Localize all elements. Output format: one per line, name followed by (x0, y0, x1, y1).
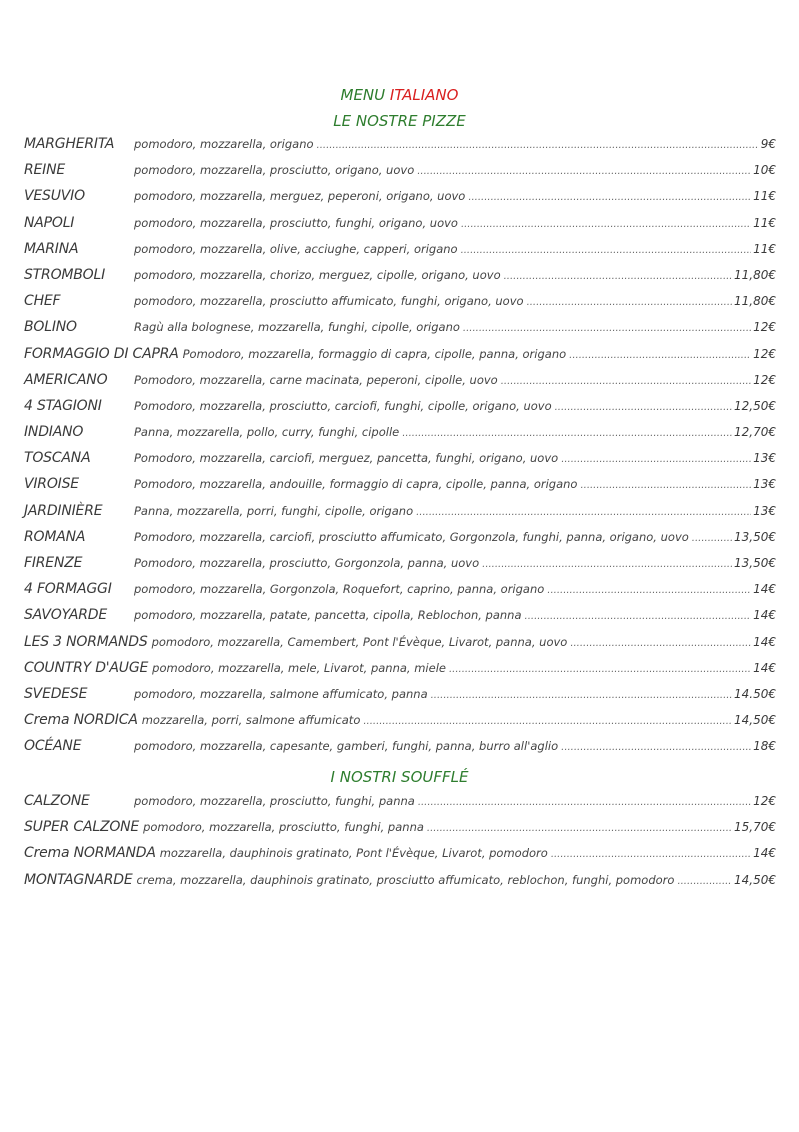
menu-item (24, 319, 776, 345)
souffle-section-title: I NOSTRI SOUFFLÉ (330, 768, 469, 786)
menu-item-description: Pomodoro, mozzarella, formaggio di capra, cipolle, panna, origano (182, 346, 567, 361)
dot-leader (555, 402, 732, 413)
menu-item-name: LES 3 NORMANDS (24, 633, 148, 650)
menu-item-description: mozzarella, porri, salmone affumicato (141, 713, 361, 728)
dot-leader (501, 376, 751, 387)
dot-leader (461, 245, 752, 256)
menu-item-price: 10€ (753, 163, 776, 178)
menu-item-description: pomodoro, mozzarella, prosciutto, funghi, panna (143, 820, 424, 835)
menu-item-price: 14€ (753, 582, 776, 597)
dot-leader (427, 823, 732, 834)
menu-item (24, 424, 776, 450)
menu-item-description: Panna, mozzarella, porri, funghi, cipolle, origano (134, 503, 414, 518)
menu-item-description: crema, mozzarella, dauphinois gratinato, prosciutto affumicato, reblochon, funghi, pomodoro (136, 872, 675, 887)
dot-leader (317, 140, 759, 151)
menu-item (24, 712, 776, 738)
menu-item-name: BOLINO (24, 319, 77, 336)
menu-item-description: Ragù alla bolognese, mozzarella, funghi, cipolle, origano (134, 320, 460, 335)
menu-item-description: pomodoro, mozzarella, mele, Livarot, panna, miele (152, 660, 446, 675)
pizze-list (24, 136, 776, 765)
menu-item-price: 13,50€ (734, 556, 776, 570)
menu-item-name: MONTAGNARDE (24, 871, 133, 888)
pizze-section-title: LE NOSTRE PIZZE (333, 112, 466, 130)
menu-item-description: pomodoro, mozzarella, merguez, peperoni, origano, uovo (134, 189, 466, 204)
menu-item-description: Pomodoro, mozzarella, carciofi, prosciutto affumicato, Gorgonzola, funghi, panna, origano, uovo (134, 529, 689, 544)
menu-item-price: 13€ (753, 451, 776, 466)
menu-item (24, 660, 776, 686)
menu-item-description: pomodoro, mozzarella, chorizo, merguez, cipolle, origano, uovo (134, 267, 501, 282)
menu-item-price: 13€ (753, 503, 776, 518)
menu-item-description: pomodoro, mozzarella, olive, acciughe, capperi, origano (134, 241, 458, 256)
menu-item-name: VESUVIO (24, 188, 85, 205)
menu-item (24, 293, 776, 319)
dot-leader (363, 716, 732, 727)
menu-item-name: Crema NORDICA (24, 712, 138, 729)
menu-item-description: pomodoro, mozzarella, prosciutto, funghi, origano, uovo (134, 215, 458, 230)
menu-item-name: CALZONE (24, 793, 90, 809)
dot-leader (402, 428, 732, 439)
menu-item (24, 607, 776, 633)
menu-item (24, 793, 776, 819)
menu-item-description: pomodoro, mozzarella, prosciutto, funghi, panna (134, 794, 415, 808)
souffle-list (24, 793, 776, 898)
menu-item-name: OCÉANE (24, 738, 82, 755)
menu-item (24, 634, 776, 660)
menu-item-price: 18€ (753, 739, 776, 754)
dot-leader (527, 297, 732, 308)
dot-leader (416, 507, 751, 518)
menu-item-description: pomodoro, mozzarella, Gorgonzola, Roquefort, caprino, panna, origano (134, 582, 545, 597)
dot-leader (580, 480, 751, 491)
dot-leader (551, 849, 751, 860)
menu-item-name: MARINA (24, 240, 79, 257)
menu-item-name: VIROISE (24, 476, 79, 493)
dot-leader (561, 742, 751, 753)
menu-item-name: MARGHERITA (24, 136, 115, 152)
menu-item (24, 450, 776, 476)
menu-item-name: JARDINIÈRE (24, 502, 103, 519)
menu-item-price: 11€ (753, 241, 776, 256)
menu-item-price: 11€ (753, 215, 776, 230)
menu-item-price: 14€ (753, 846, 776, 861)
menu-item-name: TOSCANA (24, 450, 91, 467)
menu-item (24, 581, 776, 607)
menu-item-price: 12€ (753, 320, 776, 335)
menu-title-word1: MENU (340, 86, 386, 104)
menu-item (24, 555, 776, 581)
menu-item (24, 346, 776, 372)
menu-item-name: Crema NORMANDA (24, 845, 156, 862)
menu-item-price: 12€ (753, 794, 776, 808)
menu-item-name: CHEF (24, 293, 61, 310)
menu-item-name: INDIANO (24, 424, 84, 441)
menu-item (24, 872, 776, 898)
menu-item-name: STROMBOLI (24, 266, 106, 283)
menu-item (24, 738, 776, 764)
menu-item-name: ROMANA (24, 528, 86, 545)
menu-item (24, 162, 776, 188)
dot-leader (417, 166, 751, 177)
menu-item (24, 819, 776, 845)
menu-item-name: FIRENZE (24, 555, 83, 571)
menu-item-description: mozzarella, dauphinois gratinato, Pont l'Évèque, Livarot, pomodoro (159, 846, 548, 861)
menu-item (24, 476, 776, 502)
menu-item-name: REINE (24, 162, 66, 179)
menu-item-description: Panna, mozzarella, pollo, curry, funghi, cipolle (134, 425, 400, 440)
menu-item (24, 529, 776, 555)
menu-item-price: 11,80€ (734, 267, 776, 282)
menu-item-price: 14,50€ (734, 872, 776, 887)
menu-item (24, 188, 776, 214)
menu-item-name: FORMAGGIO DI CAPRA (24, 345, 179, 362)
dot-leader (431, 690, 732, 701)
dot-leader (570, 638, 751, 649)
menu-item-name: SVEDESE (24, 685, 88, 702)
menu-item-price: 13€ (753, 477, 776, 492)
menu-item-name: SUPER CALZONE (24, 819, 140, 836)
menu-item-description: pomodoro, mozzarella, capesante, gamberi, funghi, panna, burro all'aglio (134, 739, 559, 754)
menu-item-price: 14.50€ (734, 686, 776, 701)
menu-item (24, 372, 776, 398)
dot-leader (461, 219, 751, 230)
menu-item-price: 12€ (753, 372, 776, 387)
menu-item-description: pomodoro, mozzarella, origano (134, 137, 314, 151)
menu-item-description: pomodoro, mozzarella, Camembert, Pont l'Évèque, Livarot, panna, uovo (151, 634, 568, 649)
menu-item (24, 686, 776, 712)
menu-item-price: 15,70€ (734, 820, 776, 835)
dot-leader (547, 585, 751, 596)
dot-leader (692, 533, 732, 544)
menu-item-price: 12,70€ (734, 425, 776, 440)
dot-leader (504, 271, 732, 282)
menu-item-name: SAVOYARDE (24, 607, 107, 624)
menu-item-description: pomodoro, mozzarella, salmone affumicato, panna (134, 686, 428, 701)
dot-leader (525, 611, 752, 622)
menu-item (24, 136, 776, 162)
menu-item (24, 215, 776, 241)
dot-leader (569, 350, 751, 361)
menu-item-price: 11€ (753, 189, 776, 204)
menu-item-price: 14€ (753, 608, 776, 623)
menu-item-name: 4 FORMAGGI (24, 581, 112, 598)
dot-leader (418, 797, 751, 808)
dot-leader (449, 664, 751, 675)
dot-leader (482, 559, 732, 570)
dot-leader (463, 323, 751, 334)
menu-item (24, 267, 776, 293)
menu-item-description: Pomodoro, mozzarella, prosciutto, Gorgonzola, panna, uovo (134, 556, 480, 570)
menu-title-word2: ITALIANO (389, 86, 459, 104)
menu-item-price: 11,80€ (734, 294, 776, 309)
menu-item-name: COUNTRY D'AUGE (24, 659, 149, 676)
menu-item-description: pomodoro, mozzarella, prosciutto affumicato, funghi, origano, uovo (134, 294, 524, 309)
menu-item-description: Pomodoro, mozzarella, prosciutto, carciofi, funghi, cipolle, origano, uovo (134, 398, 552, 413)
menu-item-price: 14€ (753, 634, 776, 649)
menu-item-price: 9€ (760, 137, 776, 151)
menu-item-price: 12€ (753, 346, 776, 361)
menu-item-price: 12,50€ (734, 398, 776, 413)
menu-item-price: 13,50€ (734, 529, 776, 544)
menu-item-price: 14,50€ (734, 713, 776, 728)
menu-item (24, 503, 776, 529)
menu-item-name: 4 STAGIONI (24, 397, 102, 414)
menu-item-description: Pomodoro, mozzarella, carne macinata, peperoni, cipolle, uovo (134, 372, 498, 387)
menu-item (24, 845, 776, 871)
menu-item-description: pomodoro, mozzarella, prosciutto, origano, uovo (134, 163, 415, 178)
menu-item-description: pomodoro, mozzarella, patate, pancetta, cipolla, Reblochon, panna (134, 608, 522, 623)
menu-item-description: Pomodoro, mozzarella, andouille, formaggio di capra, cipolle, panna, origano (134, 477, 578, 492)
menu-item (24, 241, 776, 267)
dot-leader (561, 454, 751, 465)
menu-item (24, 398, 776, 424)
menu-item-description: Pomodoro, mozzarella, carciofi, merguez, pancetta, funghi, origano, uovo (134, 451, 559, 466)
menu-item-price: 14€ (753, 660, 776, 675)
dot-leader (468, 192, 751, 203)
menu-item-name: NAPOLI (24, 214, 75, 231)
menu-item-name: AMERICANO (24, 371, 108, 388)
menu-title (0, 86, 799, 104)
dot-leader (677, 876, 732, 887)
